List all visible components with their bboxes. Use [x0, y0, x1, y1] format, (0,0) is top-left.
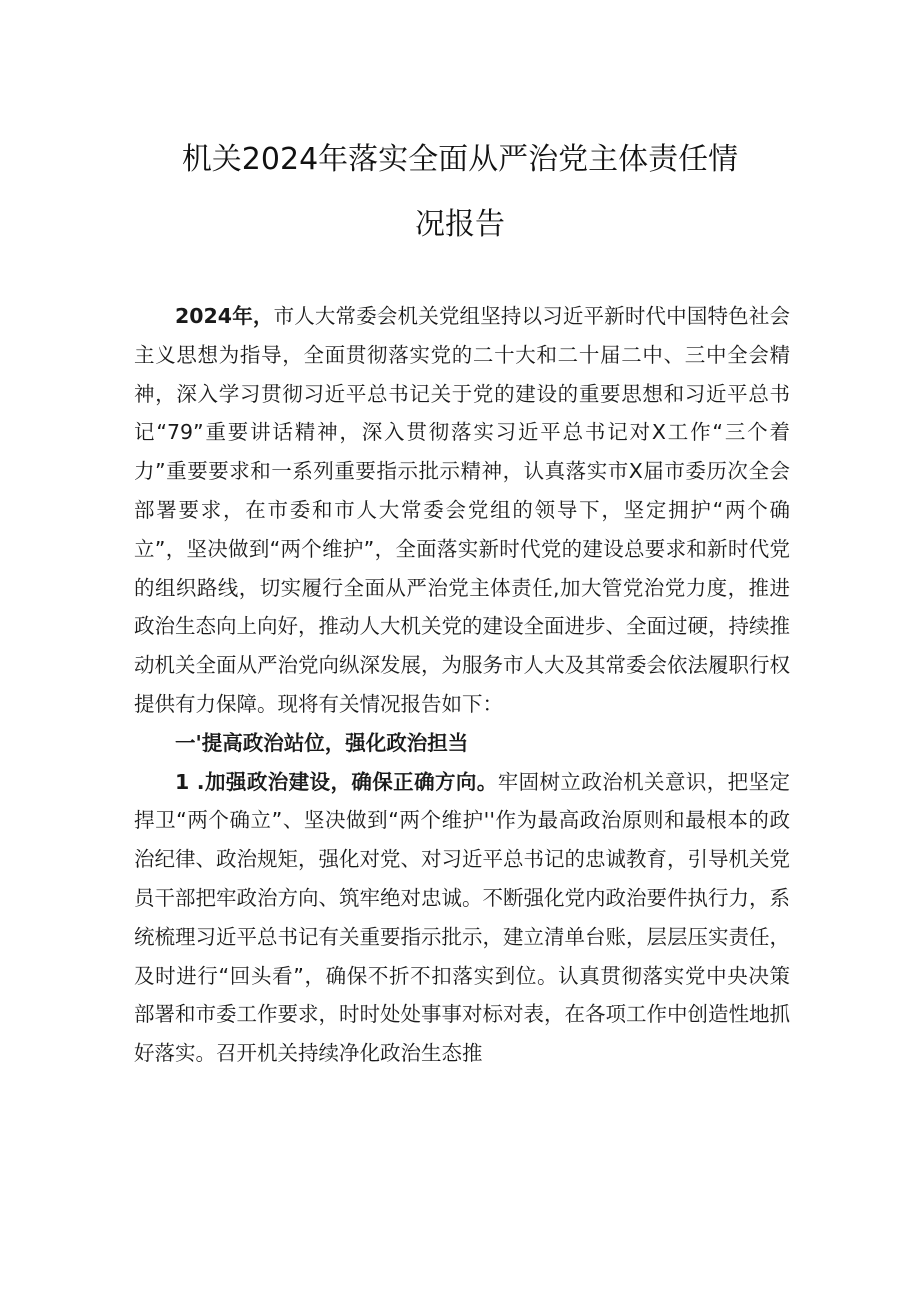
intro-text: 市人大常委会机关党组坚持以习近平新时代中国特色社会主义思想为指导，全面贯彻落实党的二十大和二十届二中、三中全会精神，深入学习贯彻习近平总书记关于党的建设的重要思想和习近平总书记“79”重要讲话精神，深入贯彻落实习近平总书记对X工作“三个着力”重要要求和一系列重要指示批示精神，认真落实市X届市委历次全会部署要求，在市委和市人大常委会党组的领导下，坚定拥护“两个确立”，坚决做到“两个维护”，全面落实新时代党的建设总要求和新时代党的组织路线，切实履行全面从严治党主体责任,加大管党治党力度，推进政治生态向上向好，推动人大机关党的建设全面进步、全面过硬，持续推动机关全面从严治党向纵深发展，为服务市人大及其常委会依法履职行权提供有力保障。现将有关情况报告如下：: [134, 304, 791, 716]
document-title-line-2: 况报告: [415, 207, 505, 242]
point-1-lead: 1 .加强政治建设，确保正确方向。: [175, 769, 498, 794]
document-body: [134, 297, 790, 1073]
intro-lead: 2024年，: [175, 304, 274, 328]
document-title-line-1: 机关2024年落实全面从严治党主体责任情: [181, 142, 739, 177]
section-heading-1: 一'提高政治站位，强化政治担当: [175, 730, 469, 755]
intro-paragraph: [134, 297, 790, 724]
point-paragraph-1: [134, 763, 790, 1073]
point-1-text: 牢固树立政治机关意识，把坚定捍卫“两个确立”、坚决做到“两个维护''作为最高政治原则和最根本的政治纪律、政治规矩，强化对党、对习近平总书记的忠诚教育，引导机关党员干部把牢政治方向、筑牢绝对忠诚。不断强化党内政治要件执行力，系统梳理习近平总书记有关重要指示批示，建立清单台账，层层压实责任，及时进行“回头看”，确保不折不扣落实到位。认真贯彻落实党中央决策部署和市委工作要求，时时处处事事对标对表，在各项工作中创造性地抓好落实。召开机关持续净化政治生态推: [134, 769, 790, 1066]
